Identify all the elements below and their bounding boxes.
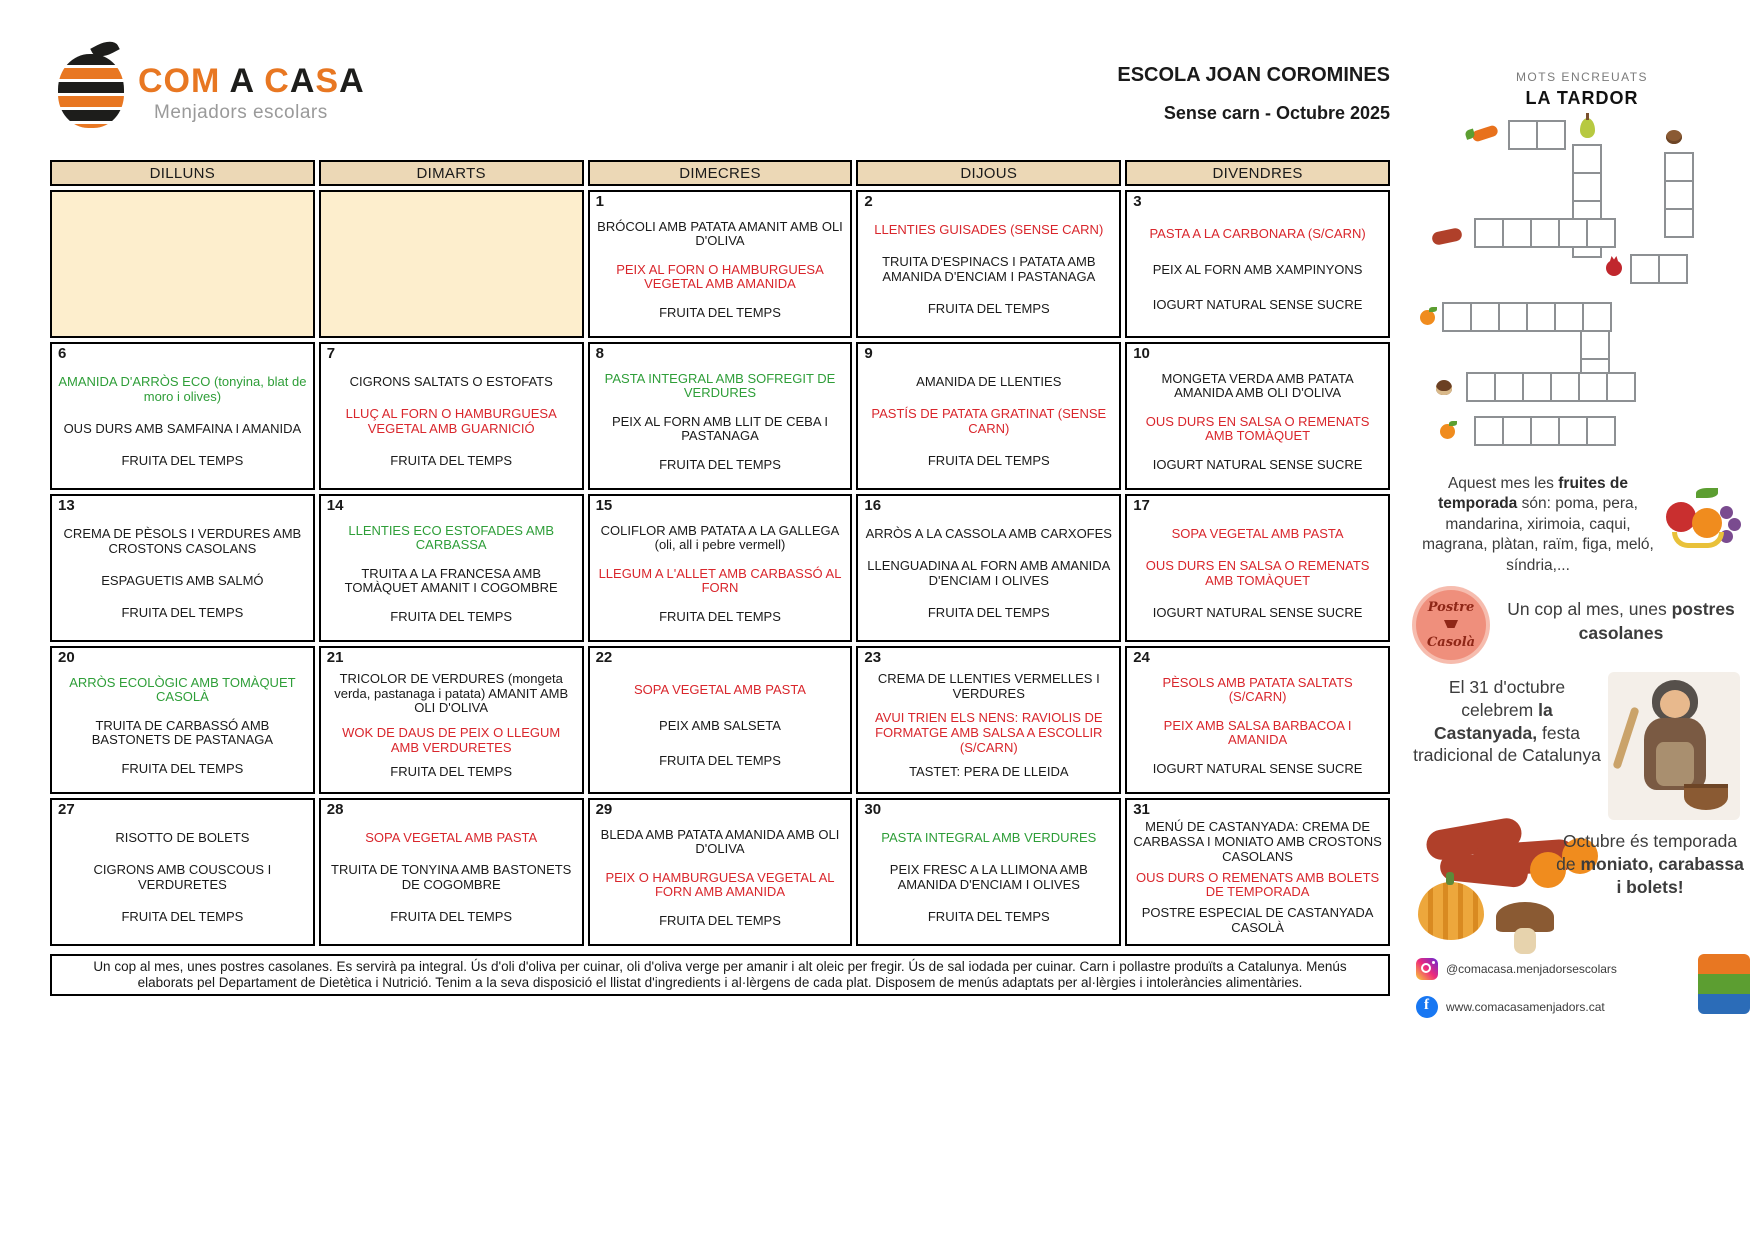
day-number: 17 [1133,497,1150,514]
calendar-day-24 [1125,646,1390,794]
day-number: 21 [326,649,344,666]
menu-item: WOK DE DAUS DE PEIX O LLEGUM AMB VERDURETES [342,725,561,755]
header [700,64,1390,124]
menu-item: LLENGUADINA AL FORN AMB AMANIDA D'ENCIAM I OLIVES [867,558,1111,588]
calendar-day-13 [50,494,315,642]
menu-item: BRÓCOLI AMB PATATA AMANIT AMB OLI D'OLIVA [597,218,843,249]
menu-item: PÈSOLS AMB PATATA SALTATS (S/CARN) [1162,674,1353,705]
day-number: 27 [58,801,75,818]
day-number: 8 [595,345,604,362]
menu-item: PASTA A LA CARBONARA (S/CARN) [1149,225,1366,241]
menu-item: FRUITA DEL TEMPS [659,456,781,472]
day-number: 9 [864,345,873,362]
sidebar [1412,60,1752,1080]
calendar-day-23 [856,646,1121,794]
calendar-day-31 [1125,798,1390,946]
calendar-day-2 [856,190,1121,338]
clementine-icon [1440,424,1455,439]
seasonal-fruits-text: Aquest mes les fruites de temporada són: poma, pera, mandarina, xirimoia, caqui, magrana, plàtan, raïm, figa, meló, síndria,... [1422,475,1654,574]
menu-item: ARRÒS ECOLÒGIC AMB TOMÀQUET CASOLÀ [69,674,296,705]
menu-item: SOPA VEGETAL AMB PASTA [1171,526,1344,542]
brand-wordmark: COM A CASA [138,62,365,100]
calendar-empty-cell [319,190,584,338]
menu-item: FRUITA DEL TEMPS [659,304,781,320]
calendar-day-21 [319,646,584,794]
instagram-row [1416,958,1617,980]
menu-item: SOPA VEGETAL AMB PASTA [365,830,538,846]
day-number: 28 [326,801,344,818]
menu-item: PEIX AMB SALSETA [659,717,781,733]
menu-item: AMANIDA DE LLENTIES [916,374,1062,390]
crossword-kicker: MOTS ENCREUATS [1515,70,1649,84]
day-number: 20 [58,649,75,666]
facebook-icon [1416,996,1438,1018]
castanyera-illustration [1608,672,1740,820]
day-header-dimecres: DIMECRES [588,160,853,186]
menu-item: CREMA DE PÈSOLS I VERDURES AMB CROSTONS CASOLANS [63,526,302,556]
sweet-potato-icon [1431,227,1463,246]
menu-item: LLENTIES GUISADES (SENSE CARN) [874,222,1104,238]
crossword-word [1474,218,1614,248]
calendar-day-29 [588,798,853,946]
school-name: ESCOLA JOAN COROMINES [1117,64,1390,86]
menu-item: TASTET: PERA DE LLEIDA [909,764,1069,780]
crossword-title: LA TARDOR [1525,88,1639,108]
day-number: 29 [595,801,613,818]
menu-item: POSTRE ESPECIAL DE CASTANYADA CASOLÀ [1141,905,1374,936]
menu-item: FRUITA DEL TEMPS [927,605,1050,620]
menu-item: AVUI TRIEN ELS NENS: RAVIOLIS DE FORMATGE AMB SALSA A ESCOLLIR (S/CARN) [875,710,1103,755]
cupcake-icon [1444,620,1458,628]
calendar-day-20 [50,646,315,794]
calendar-day-7 [319,342,584,490]
menu-item: LLEGUM A L'ALLET AMB CARBASSÓ AL FORN [598,565,842,596]
castanyada-block [1412,672,1752,822]
menu-item: PEIX O HAMBURGUESA VEGETAL AL FORN AMB AMANIDA [605,869,835,900]
postre-casola-badge [1416,590,1486,660]
homemade-dessert-block [1412,590,1752,670]
menu-item: FRUITA DEL TEMPS [390,453,513,468]
calendar-empty-cell [50,190,315,338]
day-number: 13 [58,497,75,514]
menu-item: CIGRONS AMB COUSCOUS I VERDURETES [93,862,272,892]
menu-item: FRUITA DEL TEMPS [390,608,513,624]
calendar-day-3 [1125,190,1390,338]
calendar-grid [50,160,1390,946]
menu-item: SOPA VEGETAL AMB PASTA [634,681,806,697]
day-number: 14 [326,497,344,514]
calendar-day-17 [1125,494,1390,642]
menu-item: ESPAGUETIS AMB SALMÓ [101,573,264,588]
menu-item: TRICOLOR DE VERDURES (mongeta verda, pastanaga i patata) AMANIT AMB OLI D'OLIVA [334,670,569,716]
menu-item: PEIX FRESC A LA LLIMONA AMB AMANIDA D'ENCIAM I OLIVES [889,862,1088,892]
menu-item: PASTÍS DE PATATA GRATINAT (SENSE CARN) [871,406,1107,436]
calendar-day-30 [856,798,1121,946]
apple-logo-icon [58,54,124,128]
pomegranate-icon [1606,260,1622,276]
menu-item: OUS DURS EN SALSA O REMENATS AMB TOMÀQUET [1145,413,1370,444]
castanyada-text: El 31 d'octubre celebrem la Castanyada, festa tradicional de Catalunya [1413,677,1601,766]
badge-text-line2: Casolà [1426,635,1476,650]
orange-icon [1420,310,1435,325]
walnut-icon [1666,130,1682,144]
menu-item: FRUITA DEL TEMPS [121,453,244,468]
menu-item: IOGURT NATURAL SENSE SUCRE [1152,760,1363,776]
menu-item: MONGETA VERDA AMB PATATA AMANIDA AMB OLI D'OLIVA [1161,370,1354,401]
calendar-day-10 [1125,342,1390,490]
brand-subtitle: Menjadors escolars [154,102,328,123]
menu-item: FRUITA DEL TEMPS [390,764,513,780]
day-number: 3 [1133,193,1142,210]
menu-item: FRUITA DEL TEMPS [121,760,244,776]
menu-item: TRUITA DE TONYINA AMB BASTONETS DE COGOMBRE [331,862,572,892]
day-header-dijous: DIJOUS [856,160,1121,186]
calendar-day-22 [588,646,853,794]
menu-item: LLUÇ AL FORN O HAMBURGUESA VEGETAL AMB GUARNICIÓ [345,406,557,436]
calendar-day-6 [50,342,315,490]
day-number: 23 [864,649,882,666]
calendar-day-9 [856,342,1121,490]
social-block [1412,954,1752,1046]
menu-item: FRUITA DEL TEMPS [121,909,244,924]
menu-item: FRUITA DEL TEMPS [390,909,513,924]
menu-item: LLENTIES ECO ESTOFADES AMB CARBASSA [348,522,555,553]
calendar-day-27 [50,798,315,946]
october-season-block [1412,816,1752,966]
instagram-icon [1416,958,1438,980]
menu-item: OUS DURS AMB SAMFAINA I AMANIDA [63,421,302,436]
day-number: 6 [58,345,67,362]
menu-item: BLEDA AMB PATATA AMANIDA AMB OLI D'OLIVA [600,826,840,857]
menu-item: TRUITA D'ESPINACS I PATATA AMB AMANIDA D'ENCIAM I PASTANAGA [882,254,1096,284]
footer-note: Un cop al mes, unes postres casolanes. Es servirà pa integral. Ús d'oli d'oliva per cuinar, oli d'oliva verge per amanir i alt oleic per fregir. Ús de sal iodada per cuinar. Carn i pollastre produïts a Catalunya. Menús elaborats pel Departament de Dietètica i Nutrició. Tenim a la seva disposició el llistat d'ingredients i al·lèrgens de cada plat. Disposem de menús adaptats per al·lèrgies i intoleràncies alimentàries. [50,954,1390,996]
day-number: 31 [1133,801,1150,818]
menu-item: FRUITA DEL TEMPS [659,912,781,928]
menu-item: AMANIDA D'ARRÒS ECO (tonyina, blat de moro i olives) [58,374,307,404]
menu-item: FRUITA DEL TEMPS [121,605,244,620]
crossword-word [1508,120,1564,150]
crossword-word [1664,152,1694,236]
menu-item: TRUITA DE CARBASSÓ AMB BASTONETS DE PASTANAGA [91,717,274,748]
calendar-day-8 [588,342,853,490]
crossword-word [1474,416,1614,446]
fruit-basket-illustration [1662,488,1746,554]
day-number: 7 [326,345,336,362]
day-number: 24 [1133,649,1150,666]
menu-item: FRUITA DEL TEMPS [927,909,1050,924]
menu-item: FRUITA DEL TEMPS [927,301,1050,316]
pumpkin-illustration [1418,882,1484,940]
website-url: www.comacasamenjadors.cat [1446,1000,1605,1014]
menu-item: FRUITA DEL TEMPS [659,608,781,624]
menu-item: PASTA INTEGRAL AMB VERDURES [881,830,1097,846]
calendar-day-28 [319,798,584,946]
menu-item: ARRÒS A LA CASSOLA AMB CARXOFES [865,526,1112,542]
day-header-dimarts: DIMARTS [319,160,584,186]
menu-item: TRUITA A LA FRANCESA AMB TOMÀQUET AMANIT I COGOMBRE [344,565,558,596]
menu-item: IOGURT NATURAL SENSE SUCRE [1152,605,1363,620]
menu-item: PEIX AL FORN O HAMBURGUESA VEGETAL AMB AMANIDA [616,261,824,292]
calendar-day-14 [319,494,584,642]
instagram-handle: @comacasa.menjadorsescolars [1446,962,1617,976]
menu-item: IOGURT NATURAL SENSE SUCRE [1152,456,1363,472]
partner-logo [1698,954,1750,1014]
menu-item: CREMA DE LLENTIES VERMELLES I VERDURES [877,670,1100,701]
menu-title: Sense carn - Octubre 2025 [1163,103,1390,123]
crossword-puzzle [1420,118,1744,466]
pear-icon [1580,118,1595,138]
menu-item: COLIFLOR AMB PATATA A LA GALLEGA (oli, all i pebre vermell) [600,522,840,553]
day-number: 16 [864,497,882,514]
badge-text-line1: Postre [1427,600,1475,615]
menu-item: PEIX AL FORN AMB XAMPINYONS [1152,261,1363,277]
menu-item: PASTA INTEGRAL AMB SOFREGIT DE VERDURES [604,370,836,401]
day-number: 1 [595,193,604,210]
menu-item: MENÚ DE CASTANYADA: CREMA DE CARBASSA I MONIATO AMB CROSTONS CASOLANS [1133,819,1382,864]
day-number: 2 [864,193,873,210]
day-number: 10 [1133,345,1150,362]
calendar-day-16 [856,494,1121,642]
homemade-dessert-text: Un cop al mes, unes postres casolanes [1507,599,1735,643]
menu-item: IOGURT NATURAL SENSE SUCRE [1152,297,1363,313]
menu-item: PEIX AMB SALSA BARBACOA I AMANIDA [1163,717,1352,748]
crossword-word [1442,302,1610,332]
day-number: 22 [595,649,613,666]
menu-item: FRUITA DEL TEMPS [659,753,781,769]
mushroom-illustration [1496,902,1554,954]
day-number: 15 [595,497,613,514]
menu-item: FRUITA DEL TEMPS [927,453,1050,468]
menu-item: OUS DURS EN SALSA O REMENATS AMB TOMÀQUET [1145,558,1370,588]
day-header-divendres: DIVENDRES [1125,160,1390,186]
menu-item: PEIX AL FORN AMB LLIT DE CEBA I PASTANAGA [611,413,828,444]
menu-item: RISOTTO DE BOLETS [115,830,250,846]
carrot-icon [1471,124,1499,142]
crossword-word [1630,254,1686,284]
chestnut-icon [1436,380,1452,395]
day-number: 30 [864,801,882,818]
calendar-day-1 [588,190,853,338]
day-header-dilluns: DILLUNS [50,160,315,186]
menu-item: OUS DURS O REMENATS AMB BOLETS DE TEMPORADA [1135,869,1380,900]
com-a-casa-logo [58,48,388,144]
crossword-word [1466,372,1634,402]
website-row [1416,996,1605,1018]
menu-item: CIGRONS SALTATS O ESTOFATS [349,374,553,390]
october-season-text: Octubre és temporada de moniato, carabassa i bolets! [1556,831,1744,897]
calendar-day-15 [588,494,853,642]
